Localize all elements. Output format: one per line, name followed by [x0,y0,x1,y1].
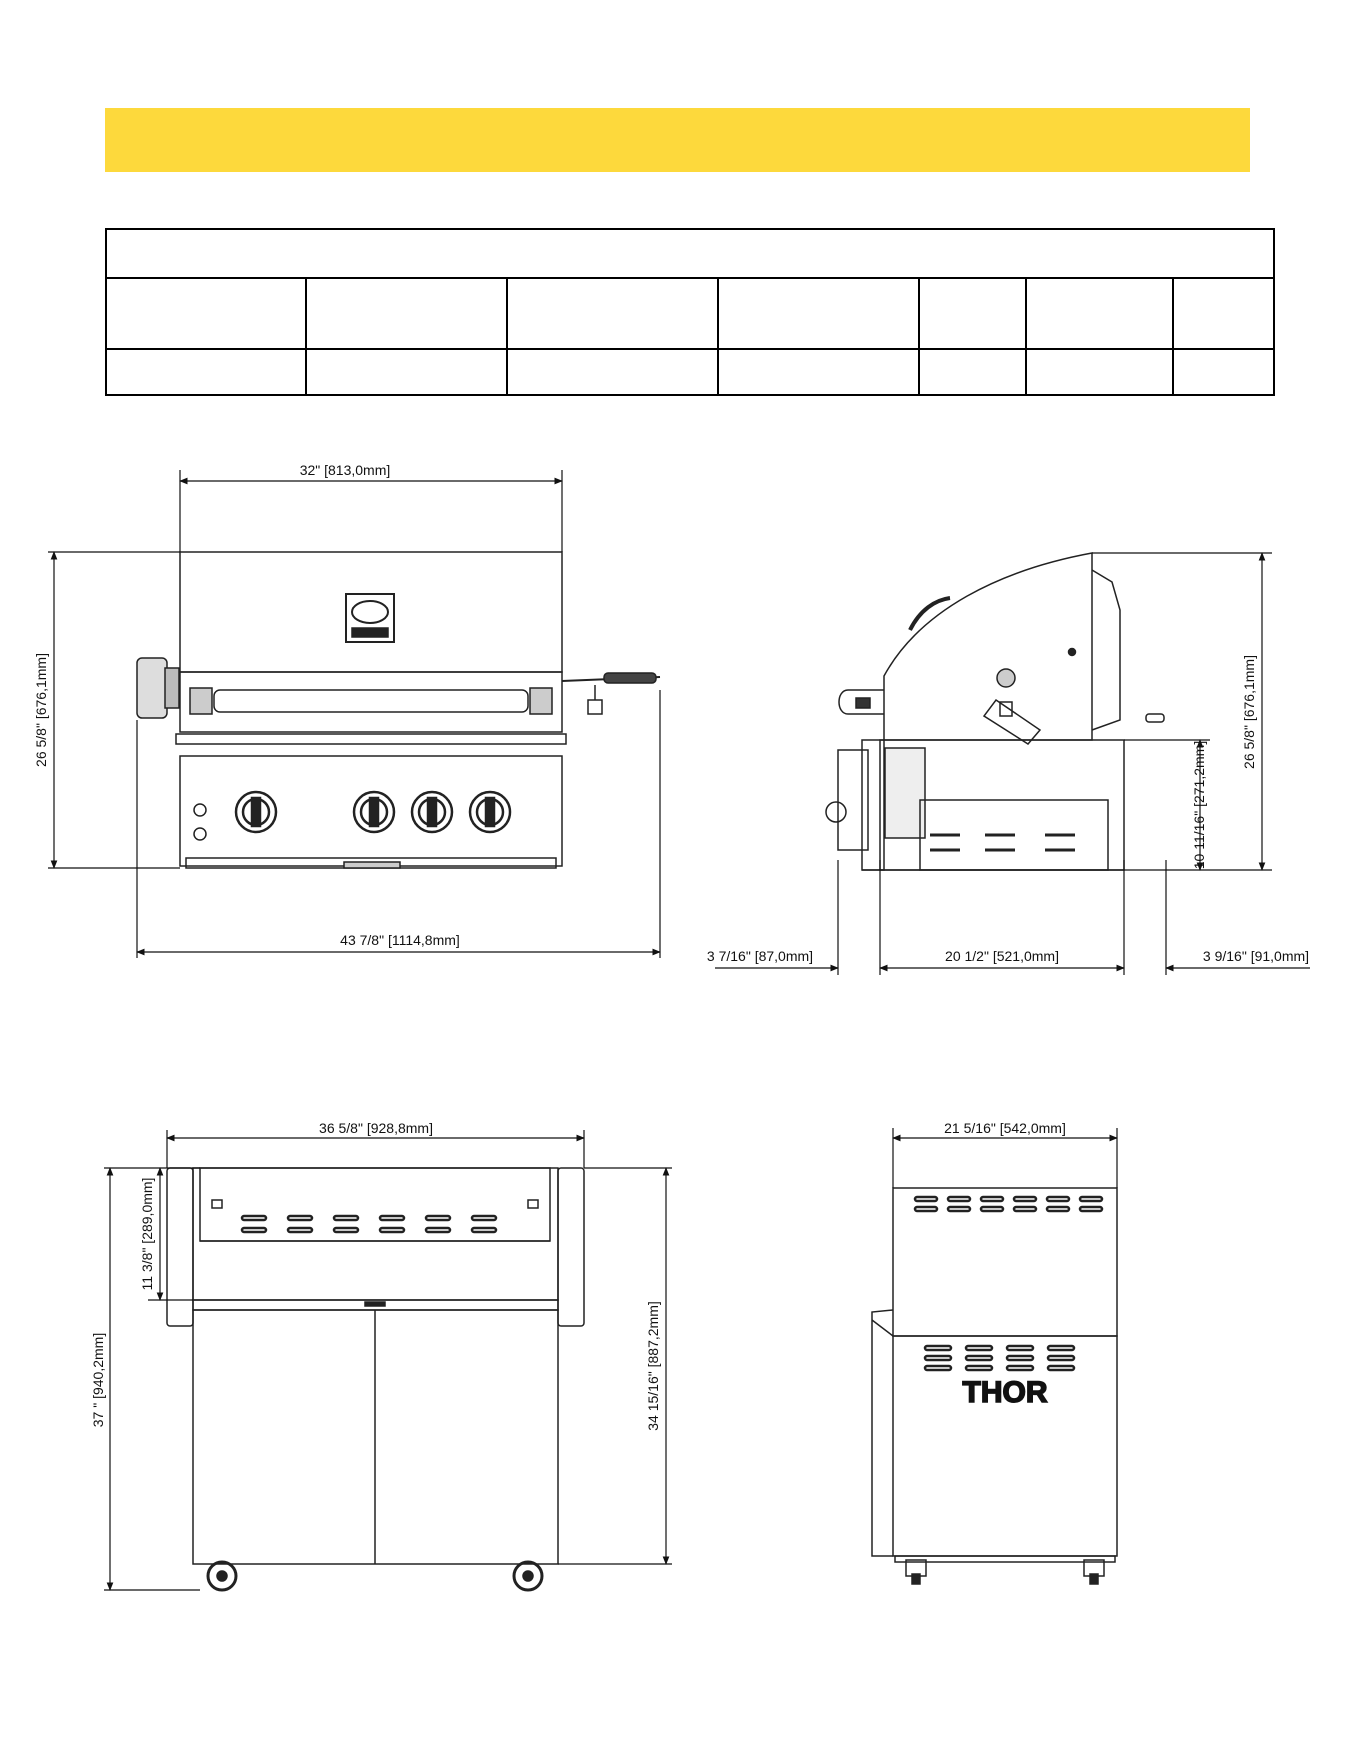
control-knob-icon [470,792,510,832]
dim-cart-front-upper-height: 11 3/8" [289,0mm] [139,1177,155,1291]
dim-cart-side-width: 21 5/16" [542,0mm] [944,1120,1066,1136]
dim-grill-side-left: 3 7/16" [87,0mm] [706,948,814,964]
indicator-light-icon [194,804,206,816]
dim-grill-side-height: 26 5/8" [676,1mm] [1241,655,1257,769]
cart-front-dimensions [104,1130,672,1590]
caster-wheel-icon [906,1560,926,1584]
grill-side-dimensions [715,553,1310,975]
thor-logo-text: THOR [962,1376,1048,1409]
cart-front-view [167,1168,584,1590]
dim-grill-front-height: 26 5/8" [676,1mm] [33,653,49,767]
dim-cart-front-width: 36 5/8" [928,8mm] [319,1120,433,1136]
indicator-light-icon [194,828,206,840]
dim-cart-front-total-height: 37 " [940,2mm] [90,1332,106,1428]
grill-side-view [826,553,1164,870]
dim-grill-front-total-width: 43 7/8" [1114,8mm] [340,932,460,948]
rotisserie-motor-icon [137,658,179,718]
control-knob-icon [236,792,276,832]
dim-grill-front-width: 32" [813,0mm] [299,462,391,478]
cart-side-dimensions [893,1128,1117,1188]
grill-front-view [137,552,660,868]
dim-cart-front-right-height: 34 15/16" [887,2mm] [645,1301,661,1431]
rotisserie-handle-icon [562,673,660,714]
dim-grill-side-right: 3 9/16" [91,0mm] [1202,948,1310,964]
caster-wheel-icon [208,1562,236,1590]
dim-grill-side-depth: 20 1/2" [521,0mm] [945,948,1059,964]
thor-badge-icon [346,594,394,642]
caster-wheel-icon [1084,1560,1104,1584]
caster-wheel-icon [514,1562,542,1590]
control-knob-icon [412,792,452,832]
control-knob-icon [354,792,394,832]
dim-grill-side-body-height: 10 11/16" [271,2mm] [1191,740,1207,870]
thor-logo [963,1376,1048,1409]
